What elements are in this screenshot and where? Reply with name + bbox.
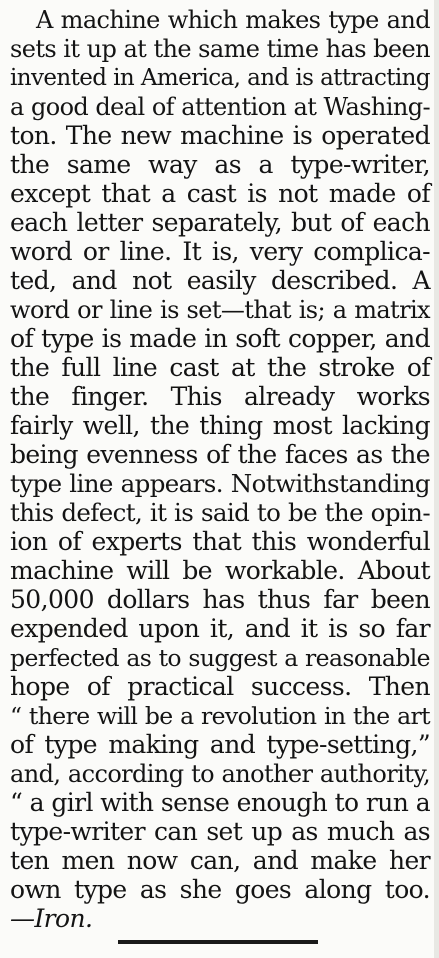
section-divider-rule — [118, 940, 318, 944]
article-line-12: of type is made in soft copper, and — [10, 324, 430, 353]
article-line-3: invented in America, and is attracting — [10, 65, 430, 91]
article-line-19: ion of experts that this wonderful — [10, 527, 430, 556]
article-line-11: word or line is set—that is; a matrix — [10, 296, 430, 324]
article-line-28: “ a girl with sense enough to run a — [10, 788, 430, 817]
column-edge — [434, 0, 439, 958]
article-line-7: except that a cast is not made of — [10, 179, 430, 208]
article-line-2: sets it up at the same time has been — [10, 35, 430, 63]
article-line-15: fairly well, the thing most lacking — [10, 411, 430, 440]
article-line-22: expended upon it, and it is so far — [10, 614, 430, 643]
article-line-10: ted, and not easily described. A — [10, 266, 430, 295]
article-line-27: and, according to another authority, — [10, 760, 430, 788]
article-line-16: being evenness of the faces as the — [10, 440, 430, 469]
article-line-24: hope of practical success. Then — [10, 672, 430, 701]
article-line-18: this defect, it is said to be the opin- — [10, 498, 430, 527]
article-line-14: the finger. This already works — [10, 382, 430, 411]
article-line-4: a good deal of attention at Washing- — [10, 93, 430, 121]
article-line-25: “ there will be a revolution in the art — [10, 702, 430, 730]
article-line-9: word or line. It is, very complica- — [10, 237, 430, 266]
article-line-13: the full line cast at the stroke of — [10, 353, 430, 382]
article-line-31: own type as she goes along too. — [10, 875, 430, 904]
article-line-8: each letter separately, but of each — [10, 208, 430, 237]
article-line-20: machine will be workable. About — [10, 556, 430, 585]
article-line-6: the same way as a type-writer, — [10, 150, 430, 179]
article-line-26: of type making and type-setting,” — [10, 730, 430, 759]
article-line-5: ton. The new machine is operated — [10, 121, 430, 150]
article-line-17: type line appears. Notwithstanding — [10, 469, 430, 498]
article-signature: —Iron. — [10, 904, 93, 933]
article-line-29: type-writer can set up as much as — [10, 817, 430, 846]
article-line-21: 50,000 dollars has thus far been — [10, 585, 430, 614]
article-line-30: ten men now can, and make her — [10, 846, 430, 875]
article-line-23: perfected as to suggest a reasonable — [10, 644, 430, 672]
article-line-1: A machine which makes type and — [36, 6, 430, 34]
